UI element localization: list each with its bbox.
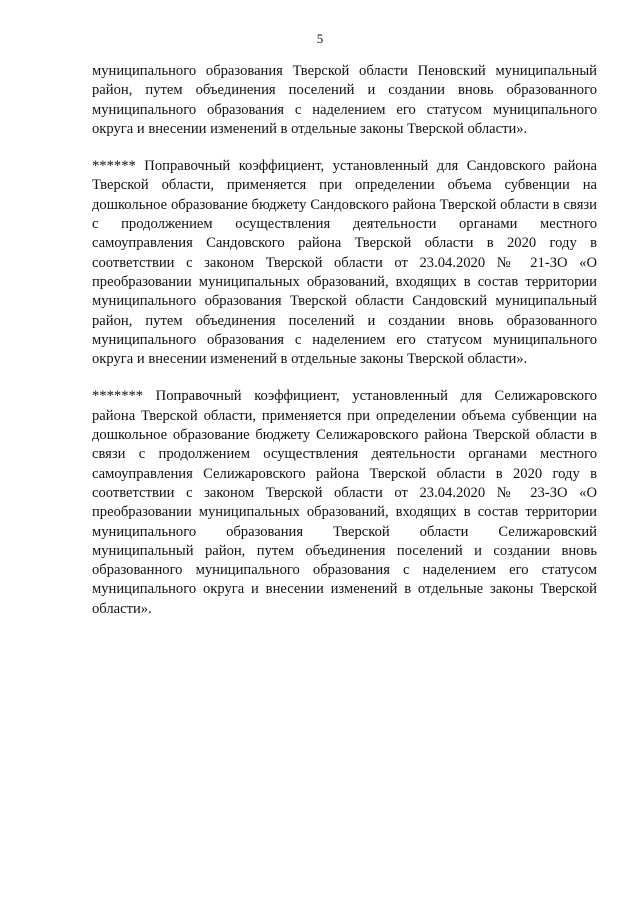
footnote-selizharovsky: ******* Поправочный коэффициент, установленный для Селижаровского района Тверской области, применяется при определении объема субвенции на дошкольное образование бюджету Селижаровского района Тверской области в связи с продолжением осуществления деятельности органами местного самоуправления Селижаровского района Тверской области в 2020 году в соответствии с законом Тверской области от 23.04.2020 № 23-ЗО «О преобразовании муниципальных образований, входящих в состав территории муниципального образования Тверской области Селижаровский муниципальный район, путем объединения поселений и создании вновь образованного муниципального образования с наделением его статусом муниципального округа и внесении изменений в отдельные законы Тверской области». bbox=[92, 388, 597, 617]
page-number: 5 bbox=[316, 31, 324, 46]
footnote-sandovsky: ****** Поправочный коэффициент, установленный для Сандовского района Тверской области, применяется при определении объема субвенции на дошкольное образование бюджету Сандовского района Тверской области в связи с продолжением осуществления деятельности органами местного самоуправления Сандовского района Тверской области в 2020 году в соответствии с законом Тверской области от 23.04.2020 № 21-ЗО «О преобразовании муниципальных образований, входящих в состав территории муниципального образования Тверской области Сандовский муниципальный район, путем объединения поселений и создании вновь образованного муниципального образования с наделением его статусом муниципального округа и внесении изменений в отдельные законы Тверской области». bbox=[92, 158, 597, 368]
continued-paragraph: муниципального образования Тверской области Пеновский муниципальный район, путем объединения поселений и создании вновь образованного муниципального образования с наделением его статусом муниципального округа и внесении изменений в отдельные законы Тверской области». bbox=[92, 63, 597, 137]
document-body bbox=[92, 62, 597, 619]
